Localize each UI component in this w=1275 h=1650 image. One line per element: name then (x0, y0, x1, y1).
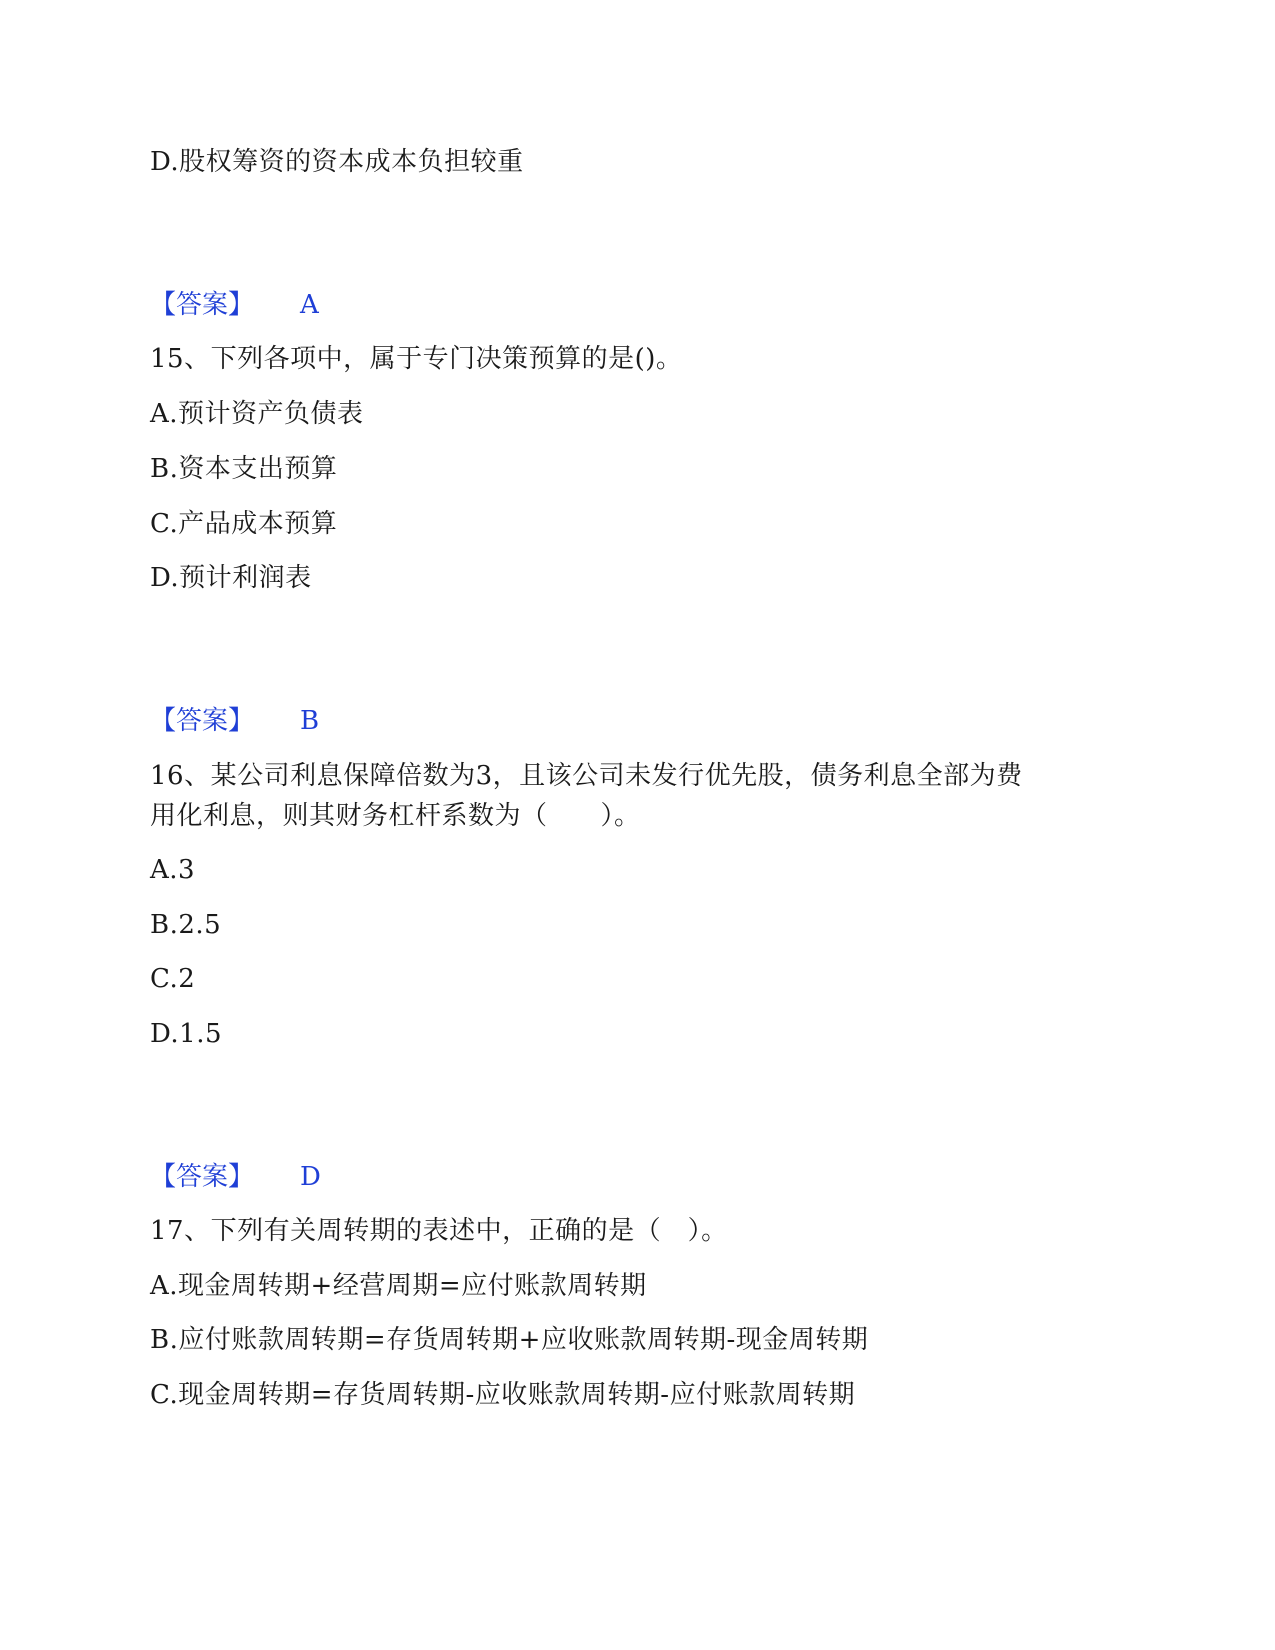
q17-option-b: B.应付账款周转期=存货周转期+应收账款周转期-现金周转期 (150, 1325, 869, 1355)
answer-value: D (300, 1162, 321, 1192)
answer-16 (150, 1160, 321, 1194)
q17-option-c: C.现金周转期=存货周转期-应收账款周转期-应付账款周转期 (150, 1380, 856, 1410)
question-16-line-2: 用化利息，则其财务杠杆系数为（ ）。 (150, 801, 641, 831)
prev-option-d: D.股权筹资的资本成本负担较重 (150, 147, 524, 177)
question-16-line-1: 16、某公司利息保障倍数为3，且该公司未发行优先股，债务利息全部为费 (150, 761, 1023, 791)
q16-option-a: A.3 (150, 855, 196, 885)
q16-option-b: B.2.5 (150, 910, 222, 940)
q17-option-a: A.现金周转期+经营周期=应付账款周转期 (150, 1271, 647, 1301)
q16-option-c: C.2 (150, 964, 196, 994)
q15-option-d: D.预计利润表 (150, 563, 312, 593)
answer-15 (150, 704, 319, 738)
q15-option-c: C.产品成本预算 (150, 509, 338, 539)
answer-value: A (300, 290, 319, 320)
answer-label: 【答案】 (150, 1162, 255, 1192)
question-17-text: 17、下列有关周转期的表述中，正确的是（ ）。 (150, 1216, 728, 1246)
question-15-text: 15、下列各项中，属于专门决策预算的是()。 (150, 344, 683, 374)
q16-option-d: D.1.5 (150, 1019, 223, 1049)
q15-option-a: A.预计资产负债表 (150, 399, 364, 429)
answer-value: B (300, 706, 320, 736)
answer-label: 【答案】 (150, 706, 255, 736)
q15-option-b: B.资本支出预算 (150, 454, 338, 484)
answer-label: 【答案】 (150, 290, 255, 320)
answer-14 (150, 288, 319, 322)
